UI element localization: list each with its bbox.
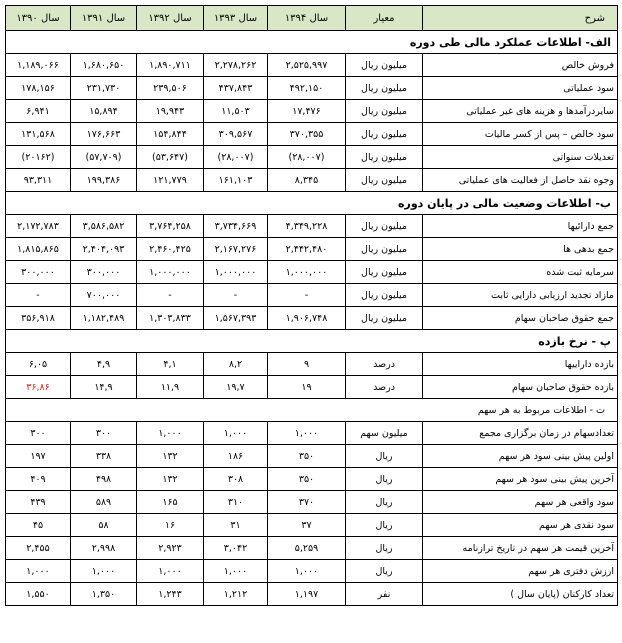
row-unit: میلیون سهم xyxy=(346,422,423,445)
value-cell: ۱,۰۰۰,۰۰۰ xyxy=(137,261,204,284)
value-cell: ۱۳۲ xyxy=(137,445,204,468)
value-cell: ۳۵۰ xyxy=(268,468,346,491)
value-cell: ۳۰۰ xyxy=(71,422,137,445)
value-cell: ۱,۰۰۰ xyxy=(71,560,137,583)
value-cell: ۲۳۹,۵۰۶ xyxy=(137,77,204,100)
value-cell: ۳۱ xyxy=(204,514,268,537)
row-label: سرمایه ثبت شده xyxy=(423,261,618,284)
header-criterion: معیار xyxy=(346,6,423,31)
table-row xyxy=(6,77,618,100)
header-year-1393: سال ۱۳۹۳ xyxy=(204,6,268,31)
row-unit: ریال xyxy=(346,468,423,491)
value-cell: ۱۷۸,۱۵۶ xyxy=(6,77,71,100)
value-cell: ۴,۹ xyxy=(71,353,137,376)
section-title: ب- اطلاعات وضعیت مالی در پایان دوره xyxy=(6,192,618,215)
value-cell: ۲,۲۷۸,۲۶۲ xyxy=(204,54,268,77)
value-cell: ۱,۹۰۶,۷۴۸ xyxy=(268,307,346,330)
value-cell: ۶,۹۴۱ xyxy=(6,100,71,123)
section-title: الف- اطلاعات عملکرد مالی طی دوره xyxy=(6,31,618,54)
value-cell: ۳۰۸ xyxy=(204,468,268,491)
section-header-row xyxy=(6,192,618,215)
value-cell: ۱,۸۹۰,۷۱۱ xyxy=(137,54,204,77)
section-header-row xyxy=(6,399,618,422)
value-cell: ۱۲۱,۷۷۹ xyxy=(137,169,204,192)
table-row xyxy=(6,100,618,123)
value-cell: ۲۳۱,۷۳۰ xyxy=(71,77,137,100)
value-cell: (۵۷,۷۰۹) xyxy=(71,146,137,169)
value-cell: - xyxy=(6,284,71,307)
value-cell: ۴,۳۴۹,۲۲۸ xyxy=(268,215,346,238)
value-cell: ۷۰۰,۰۰۰ xyxy=(71,284,137,307)
value-cell: ۴۹۸ xyxy=(71,468,137,491)
value-cell: ۴۵ xyxy=(6,514,71,537)
value-cell: ۳,۷۶۴,۲۵۸ xyxy=(137,215,204,238)
value-cell: ۲,۱۶۷,۲۷۶ xyxy=(204,238,268,261)
row-label: سود عملیاتی xyxy=(423,77,618,100)
row-unit: میلیون ریال xyxy=(346,123,423,146)
table-row xyxy=(6,445,618,468)
table-row xyxy=(6,353,618,376)
value-cell: ۲,۴۰۴,۰۹۳ xyxy=(71,238,137,261)
table-row xyxy=(6,215,618,238)
value-cell: ۱,۶۸۰,۶۵۰ xyxy=(71,54,137,77)
value-cell: ۲,۱۷۲,۷۸۳ xyxy=(6,215,71,238)
value-cell: ۹ xyxy=(268,353,346,376)
section-title: پ - نرخ بازده xyxy=(6,330,618,353)
value-cell: ۳۰۰,۰۰۰ xyxy=(71,261,137,284)
row-label: اولین پیش بینی سود هر سهم xyxy=(423,445,618,468)
value-cell: ۱۴,۹ xyxy=(71,376,137,399)
value-cell: ۳۵۰ xyxy=(268,445,346,468)
value-cell: ۵۸ xyxy=(71,514,137,537)
value-cell: ۴۳۹ xyxy=(6,491,71,514)
value-cell: ۳۷ xyxy=(268,514,346,537)
value-cell: ۵۸۹ xyxy=(71,491,137,514)
row-label: تعداد کارکنان (پایان سال ) xyxy=(423,583,618,606)
value-cell: ۱۹,۹۴۳ xyxy=(137,100,204,123)
value-cell: ۳۰۰,۰۰۰ xyxy=(6,261,71,284)
header-year-1390: سال ۱۳۹۰ xyxy=(6,6,71,31)
value-cell: ۱,۱۹۷ xyxy=(268,583,346,606)
value-cell: ۳۷۰,۳۵۵ xyxy=(268,123,346,146)
value-cell: ۱۷۶,۶۶۳ xyxy=(71,123,137,146)
table-row xyxy=(6,468,618,491)
value-cell: (۲۸,۰۰۷) xyxy=(204,146,268,169)
section-header-row xyxy=(6,31,618,54)
header-year-1391: سال ۱۳۹۱ xyxy=(71,6,137,31)
row-unit: میلیون ریال xyxy=(346,307,423,330)
value-cell: ۱۱,۹ xyxy=(137,376,204,399)
value-cell: - xyxy=(204,284,268,307)
table-row xyxy=(6,169,618,192)
table-row xyxy=(6,422,618,445)
row-label: جمع بدهی ها xyxy=(423,238,618,261)
value-cell: ۳۶,۸۶ xyxy=(6,376,71,399)
value-cell: ۱,۲۱۲ xyxy=(204,583,268,606)
row-label: تعدادسهام در زمان برگزاری مجمع xyxy=(423,422,618,445)
value-cell: ۱۷,۴۷۶ xyxy=(268,100,346,123)
row-unit: ریال xyxy=(346,514,423,537)
value-cell: ۱۶ xyxy=(137,514,204,537)
row-unit: میلیون ریال xyxy=(346,54,423,77)
value-cell: ۴,۱ xyxy=(137,353,204,376)
value-cell: ۱,۱۸۹,۰۶۶ xyxy=(6,54,71,77)
value-cell: ۳,۵۸۶,۵۸۲ xyxy=(71,215,137,238)
value-cell: ۳,۰۴۲ xyxy=(204,537,268,560)
value-cell: ۱,۰۰۰,۰۰۰ xyxy=(268,261,346,284)
row-unit: میلیون ریال xyxy=(346,238,423,261)
row-label: آخرین پیش بینی سود هر سهم xyxy=(423,468,618,491)
value-cell: ۲,۴۵۵ xyxy=(6,537,71,560)
value-cell: ۱,۵۵۰ xyxy=(6,583,71,606)
value-cell: ۲,۹۹۸ xyxy=(71,537,137,560)
row-label: تعدیلات سنواتی xyxy=(423,146,618,169)
value-cell: ۳۳۸ xyxy=(71,445,137,468)
value-cell: ۳۰۰ xyxy=(6,422,71,445)
section-header-row xyxy=(6,330,618,353)
value-cell: ۱۵,۸۹۴ xyxy=(71,100,137,123)
row-label: سود واقعی هر سهم xyxy=(423,491,618,514)
row-unit: میلیون ریال xyxy=(346,169,423,192)
table-row xyxy=(6,54,618,77)
value-cell: ۱,۰۰۰ xyxy=(268,422,346,445)
value-cell: ۳۷۰ xyxy=(268,491,346,514)
value-cell: ۶,۰۵ xyxy=(6,353,71,376)
value-cell: ۳۰۹,۵۶۷ xyxy=(204,123,268,146)
value-cell: ۱,۰۰۰ xyxy=(137,560,204,583)
table-body xyxy=(6,31,618,606)
value-cell: ۱,۳۰۳,۸۳۳ xyxy=(137,307,204,330)
row-label: فروش خالص xyxy=(423,54,618,77)
value-cell: (۲۰۱۶۲) xyxy=(6,146,71,169)
table-row xyxy=(6,238,618,261)
row-unit: درصد xyxy=(346,376,423,399)
row-unit: ریال xyxy=(346,445,423,468)
row-unit: میلیون ریال xyxy=(346,77,423,100)
row-unit: میلیون ریال xyxy=(346,146,423,169)
row-label: جمع حقوق صاحبان سهام xyxy=(423,307,618,330)
row-label: سود نقدی هر سهم xyxy=(423,514,618,537)
row-unit: میلیون ریال xyxy=(346,261,423,284)
value-cell: ۱,۲۴۳ xyxy=(137,583,204,606)
value-cell: ۴۰۹ xyxy=(6,468,71,491)
value-cell: - xyxy=(137,284,204,307)
row-unit: ریال xyxy=(346,560,423,583)
value-cell: ۱,۰۰۰ xyxy=(204,422,268,445)
row-label: جمع دارائیها xyxy=(423,215,618,238)
header-description: شرح xyxy=(423,6,618,31)
row-unit: درصد xyxy=(346,353,423,376)
value-cell: ۹۳,۳۱۱ xyxy=(6,169,71,192)
row-label: وجوه نقد حاصل از فعالیت های عملیاتی xyxy=(423,169,618,192)
row-unit: ریال xyxy=(346,537,423,560)
table-row xyxy=(6,491,618,514)
value-cell: ۱,۰۰۰,۰۰۰ xyxy=(204,261,268,284)
value-cell: ۴۹۲,۱۵۰ xyxy=(268,77,346,100)
financial-summary-table xyxy=(5,5,618,606)
row-unit: ریال xyxy=(346,491,423,514)
row-unit: میلیون ریال xyxy=(346,284,423,307)
value-cell: ۱۶۵ xyxy=(137,491,204,514)
value-cell: ۱۱,۵۰۳ xyxy=(204,100,268,123)
row-label: آخرین قیمت هر سهم در تاریخ ترازنامه xyxy=(423,537,618,560)
value-cell: ۲,۹۲۳ xyxy=(137,537,204,560)
value-cell: ۱۶۱,۱۰۳ xyxy=(204,169,268,192)
table-row xyxy=(6,376,618,399)
row-unit: میلیون ریال xyxy=(346,215,423,238)
value-cell: ۱,۸۱۵,۸۶۵ xyxy=(6,238,71,261)
value-cell: ۱,۰۰۰ xyxy=(204,560,268,583)
table-row xyxy=(6,583,618,606)
value-cell: (۵۳,۶۴۷) xyxy=(137,146,204,169)
value-cell: ۳۵۶,۹۱۸ xyxy=(6,307,71,330)
value-cell: ۱,۳۵۰ xyxy=(71,583,137,606)
table-row xyxy=(6,146,618,169)
header-year-1394: سال ۱۳۹۴ xyxy=(268,6,346,31)
row-label: سود خالص – پس از کسر مالیات xyxy=(423,123,618,146)
row-label: سایردرآمدها و هزینه های غیر عملیاتی xyxy=(423,100,618,123)
value-cell: ۳۱۰ xyxy=(204,491,268,514)
value-cell: ۱,۰۰۰ xyxy=(137,422,204,445)
value-cell: ۱۸۶ xyxy=(204,445,268,468)
row-label: مازاد تجدید ارزیابی دارایی ثابت xyxy=(423,284,618,307)
value-cell: ۳,۷۳۴,۶۶۹ xyxy=(204,215,268,238)
value-cell: ۱,۰۰۰ xyxy=(268,560,346,583)
table-row xyxy=(6,123,618,146)
header-year-1392: سال ۱۳۹۲ xyxy=(137,6,204,31)
table-row xyxy=(6,537,618,560)
row-label: بازده داراییها xyxy=(423,353,618,376)
row-unit: نفر xyxy=(346,583,423,606)
value-cell: ۲,۵۲۵,۹۹۷ xyxy=(268,54,346,77)
value-cell: ۵,۲۵۹ xyxy=(268,537,346,560)
header-row xyxy=(6,6,618,31)
value-cell: ۲,۴۴۲,۴۸۰ xyxy=(268,238,346,261)
table-row xyxy=(6,514,618,537)
value-cell: ۱,۰۰۰ xyxy=(6,560,71,583)
value-cell: ۱۳۱,۵۶۸ xyxy=(6,123,71,146)
value-cell: ۸,۳۴۵ xyxy=(268,169,346,192)
value-cell: ۱۵۴,۸۴۴ xyxy=(137,123,204,146)
value-cell: - xyxy=(268,284,346,307)
value-cell: ۱۳۲ xyxy=(137,468,204,491)
value-cell: ۸,۲ xyxy=(204,353,268,376)
value-cell: ۱۹ xyxy=(268,376,346,399)
row-label: بازده حقوق صاحبان سهام xyxy=(423,376,618,399)
section-title: ت - اطلاعات مربوط به هر سهم xyxy=(6,399,618,422)
value-cell: ۱,۱۸۲,۴۸۹ xyxy=(71,307,137,330)
value-cell: ۱,۵۶۷,۳۹۳ xyxy=(204,307,268,330)
value-cell: ۱۹,۷ xyxy=(204,376,268,399)
value-cell: (۲۸,۰۰۷) xyxy=(268,146,346,169)
row-label: ارزش دفتری هر سهم xyxy=(423,560,618,583)
row-unit: میلیون ریال xyxy=(346,100,423,123)
table-row xyxy=(6,284,618,307)
table-row xyxy=(6,560,618,583)
table-row xyxy=(6,261,618,284)
value-cell: ۲,۴۶۰,۴۲۵ xyxy=(137,238,204,261)
value-cell: ۱۹۹,۳۸۶ xyxy=(71,169,137,192)
financial-summary-container xyxy=(5,5,617,606)
value-cell: ۱۹۷ xyxy=(6,445,71,468)
value-cell: ۴۳۷,۸۴۳ xyxy=(204,77,268,100)
table-row xyxy=(6,307,618,330)
